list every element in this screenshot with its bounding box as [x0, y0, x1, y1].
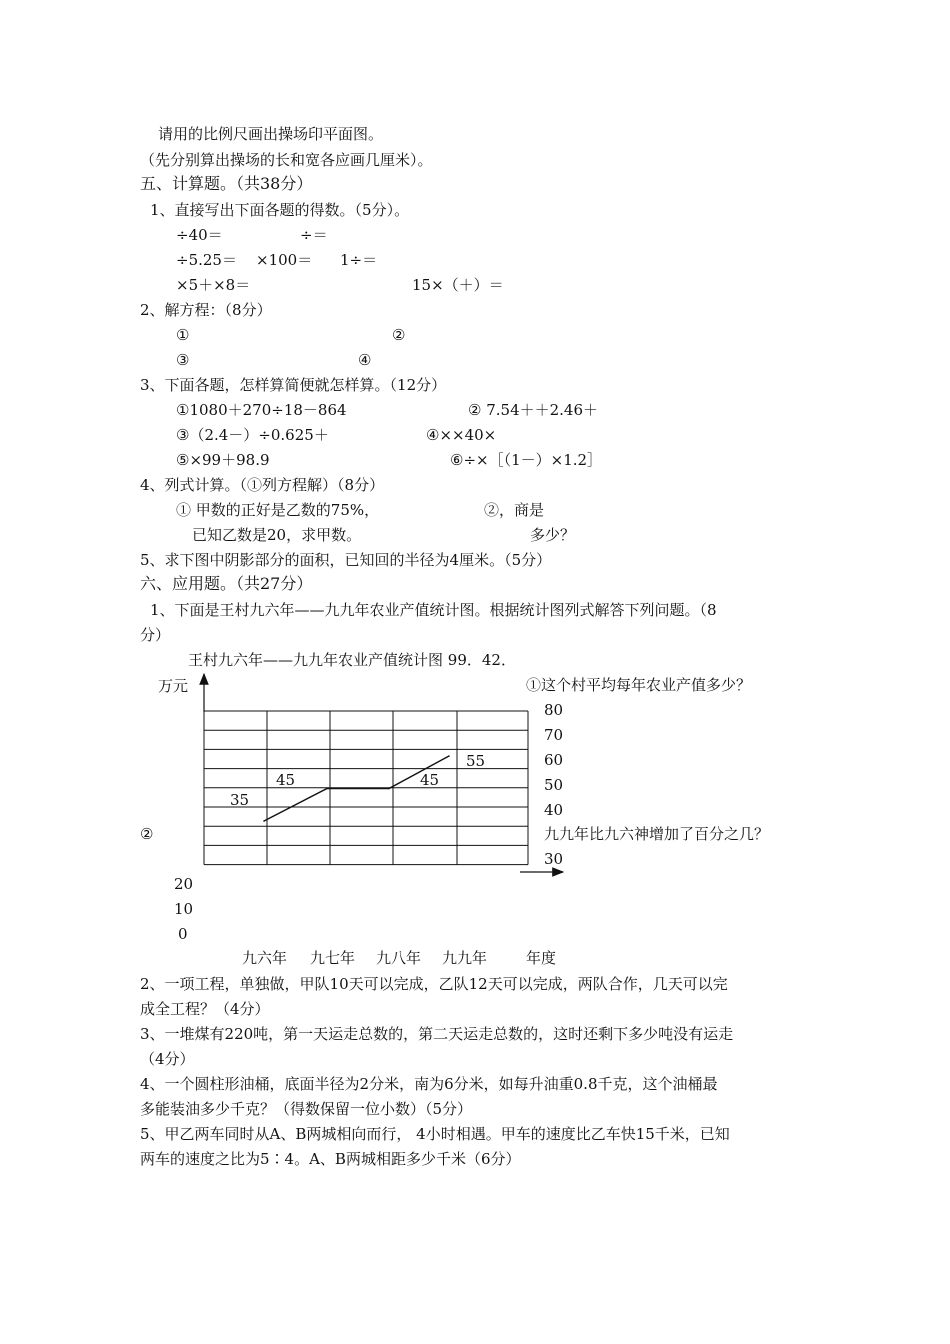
s5-q5: 5、求下图中阴影部分的面积，已知回的半径为4厘米。（5分）: [140, 551, 552, 569]
data-label-1: 45: [276, 771, 296, 789]
x-tick-label: 九七年: [310, 949, 356, 967]
y-tick-label: 70: [544, 726, 564, 744]
y-tick-label: 0: [178, 925, 188, 943]
s5-q2-title: 2、解方程：（8分）: [140, 301, 272, 319]
s6-q1-line-1: 1、下面是王村九六年——九九年农业产值统计图。根据统计图列式解答下列问题。（8: [150, 601, 717, 619]
intro-line-1: 请用的比例尺画出操场印平面图。: [158, 125, 384, 143]
s5-q4-b2: 多少？: [530, 526, 576, 544]
s5-q2-m4: ④: [358, 351, 372, 369]
x-tick-label: 九六年: [242, 949, 288, 967]
s5-q4-title: 4、列式计算。（①列方程解）（8分）: [140, 476, 385, 494]
y-tick-label: 60: [544, 751, 564, 769]
s6-q4-line-2: 多能装油多少千克？（得数保留一位小数）（5分）: [140, 1100, 473, 1118]
data-point-3: [448, 755, 450, 757]
s5-q2-m3: ③: [176, 351, 190, 369]
data-point-2: [388, 788, 390, 790]
s6-sub-question-2: 九九年比九六神增加了百分之几？: [544, 825, 770, 843]
x-tick-label: 九八年: [376, 949, 422, 967]
y-axis-unit-label: 万元: [158, 677, 189, 695]
s5-q3-f: ⑥÷×［（1－）×1.2］: [450, 451, 603, 469]
s6-q2-line-2: 成全工程？（4分）: [140, 1000, 270, 1018]
s5-q4-a1: ① 甲数的正好是乙数的75%，: [176, 501, 380, 519]
s5-q1-r2b: ×100＝: [256, 251, 313, 269]
s5-q4-a2: 已知乙数是20，求甲数。: [192, 526, 362, 544]
chart-title: 王村九六年——九九年农业产值统计图 99．42．: [188, 651, 516, 669]
s6-q5-line-2: 两车的速度之比为5∶4。A、B两城相距多少千米（6分）: [140, 1150, 521, 1168]
s6-sub-question-1: ①这个村平均每年农业产值多少？: [526, 676, 752, 694]
s6-q4-line-1: 4、一个圆柱形油桶，底面半径为2分米，南为6分米，如每升油重0.8千克，这个油桶最: [140, 1075, 718, 1093]
s5-q1-r1b: ÷＝: [300, 226, 328, 244]
s5-q1-title: 1、直接写出下面各题的得数。（5分）。: [150, 201, 410, 219]
s5-q2-m2: ②: [392, 326, 406, 344]
section-6-title: 六、应用题。（共27分）: [140, 574, 313, 593]
s5-q1-r2a: ÷5.25＝: [176, 251, 237, 269]
s6-q3-line-2: （4分）: [140, 1050, 195, 1068]
data-label-3: 55: [466, 752, 486, 770]
s6-q3-line-1: 3、一堆煤有220吨，第一天运走总数的，第二天运走总数的，这时还剩下多少吨没有运走: [140, 1025, 734, 1043]
s5-q1-r3a: ×5＋×8＝: [176, 276, 251, 294]
s5-q3-e: ⑤×99＋98.9: [176, 451, 270, 469]
s5-q1-r1a: ÷40＝: [176, 226, 223, 244]
s5-q3-title: 3、下面各题，怎样算简便就怎样算。（12分）: [140, 376, 447, 394]
x-axis-unit-label: 年度: [526, 949, 557, 967]
s6-q1-line-2: 分）: [140, 626, 171, 644]
y-tick-label: 10: [174, 900, 194, 918]
s5-q2-m1: ①: [176, 326, 190, 344]
y-tick-label: 20: [174, 875, 194, 893]
s5-q3-c: ③（2.4－）÷0.625＋: [176, 426, 329, 444]
s5-q1-r2c: 1÷＝: [340, 251, 378, 269]
s6-q5-line-1: 5、甲乙两车同时从A、B两城相向而行， 4小时相遇。甲车的速度比乙车快15千米，已知: [140, 1125, 730, 1143]
s6-q2-line-1: 2、一项工程，单独做，甲队10天可以完成，乙队12天可以完成，两队合作，几天可以完: [140, 975, 728, 993]
s5-q3-b: ② 7.54＋＋2.46＋: [468, 401, 599, 419]
intro-line-2: （先分别算出操场的长和宽各应画几厘米）。: [140, 151, 433, 169]
y-tick-label: 50: [544, 776, 564, 794]
s5-q3-a: ①1080＋270÷18－864: [176, 401, 347, 419]
y-tick-label: 40: [544, 801, 564, 819]
section-5-title: 五、计算题。（共38分）: [140, 174, 313, 193]
data-point-1: [326, 788, 328, 790]
data-label-0: 35: [230, 791, 250, 809]
s6-sub-question-2-marker: ②: [140, 825, 154, 843]
y-tick-label: 30: [544, 850, 564, 868]
y-tick-label: 80: [544, 701, 564, 719]
data-point-0: [263, 820, 265, 822]
data-label-2: 45: [420, 771, 440, 789]
s5-q1-r3b: 15×（＋）＝: [412, 276, 504, 294]
s5-q4-b1: ②，商是: [484, 501, 545, 519]
x-tick-label: 九九年: [442, 949, 488, 967]
s5-q3-d: ④××40×: [426, 426, 497, 444]
